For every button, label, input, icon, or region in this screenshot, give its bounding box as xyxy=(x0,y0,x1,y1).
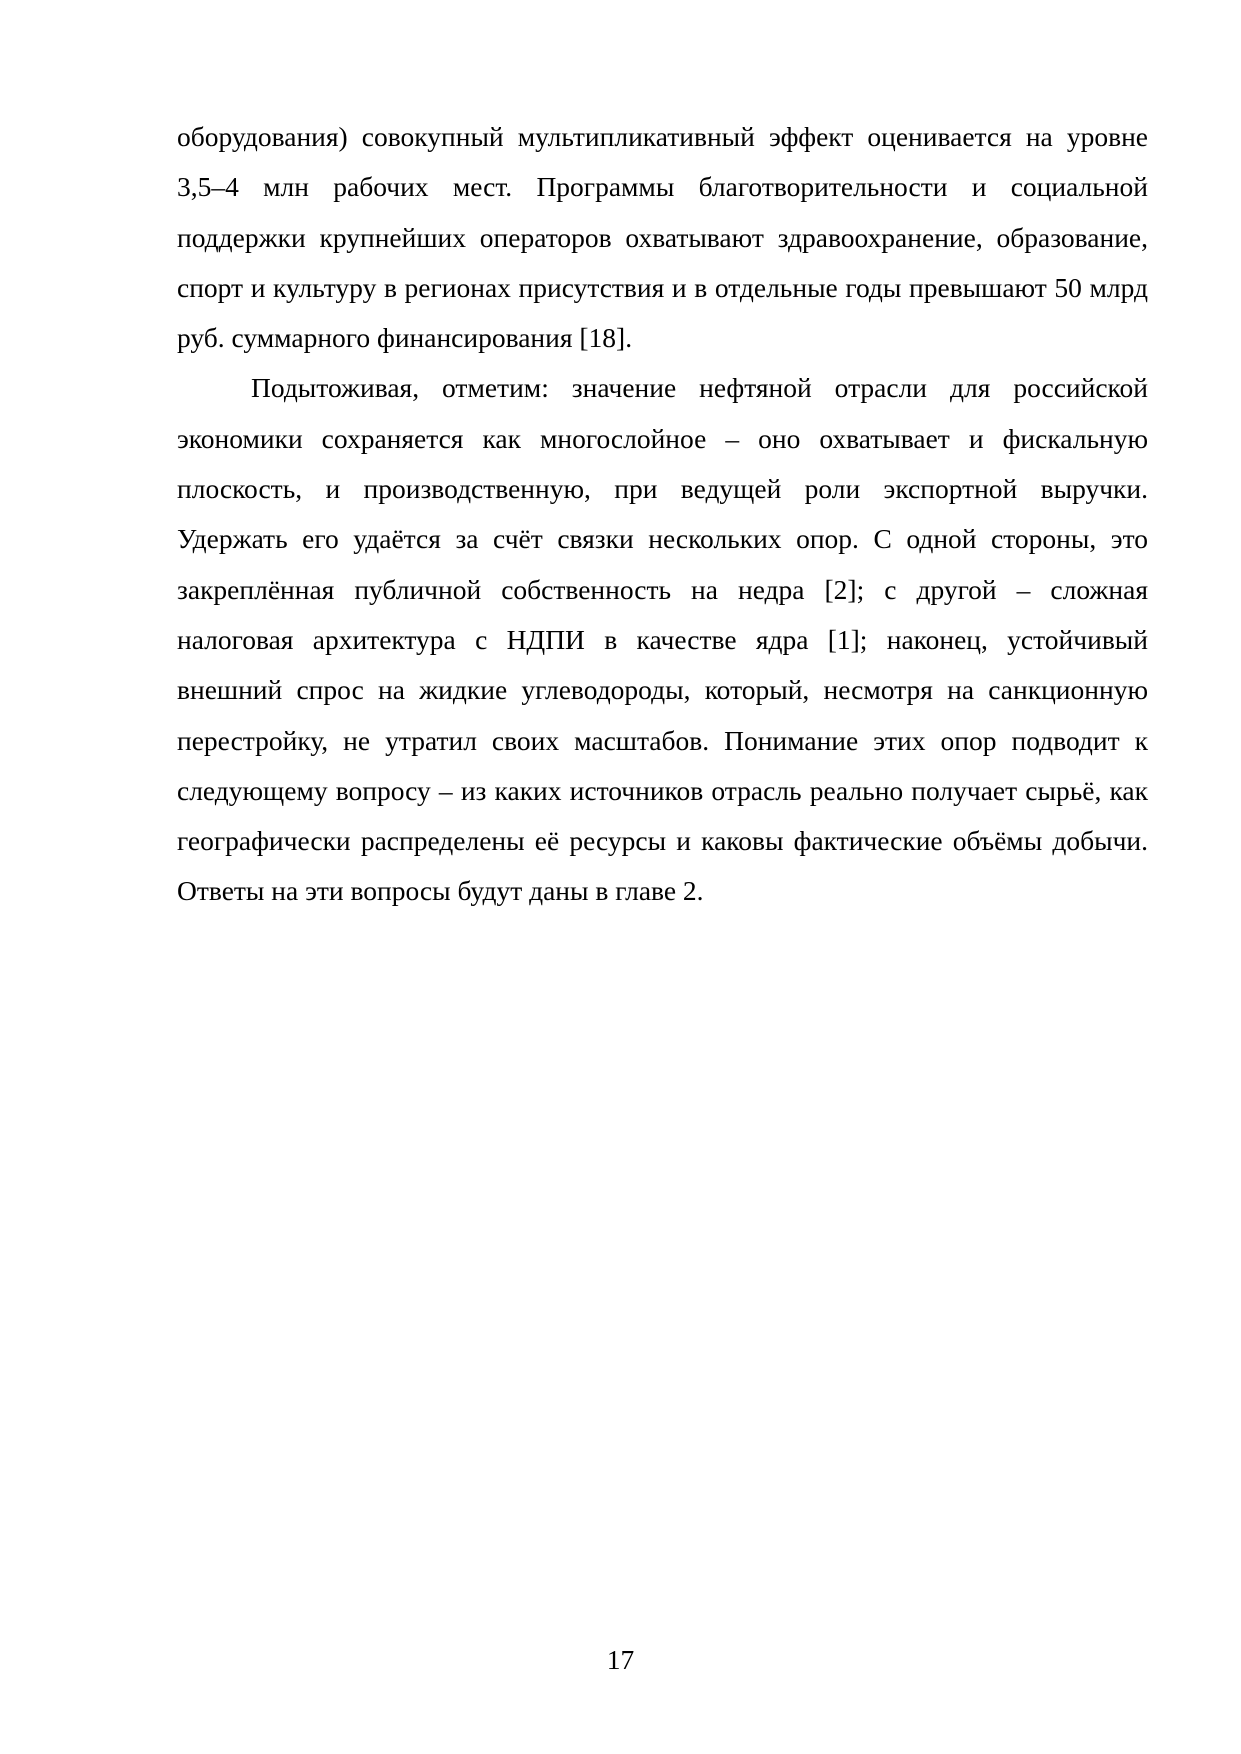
page-number: 17 xyxy=(606,1644,635,1675)
body-text xyxy=(177,112,1148,917)
paragraph-continuation: оборудования) совокупный мультипликативный эффект оценивается на уровне 3,5–4 млн рабочих мест. Программы благотворительности и социальной поддержки крупнейших операторов охватывают здравоохранение, образование, спорт и культуру в регионах присутствия и в отдельные годы превышают 50 млрд руб. суммарного финансирования [18]. xyxy=(177,121,1148,354)
paragraph-summary: Подытоживая, отметим: значение нефтяной отрасли для российской экономики сохраняется как многослойное – оно охватывает и фискальную плоскость, и производственную, при ведущей роли экспортной выручки. Удержать его удаётся за счёт связки нескольких опор. С одной стороны, это закреплённая публичной собственность на недра [2]; с другой – сложная налоговая архитектура с НДПИ в качестве ядра [1]; наконец, устойчивый внешний спрос на жидкие углеводороды, который, несмотря на санкционную перестройку, не утратил своих масштабов. Понимание этих опор подводит к следующему вопросу – из каких источников отрасль реально получает сырьё, как географически распределены её ресурсы и каковы фактические объёмы добычи. Ответы на эти вопросы будут даны в главе 2. xyxy=(177,372,1148,907)
